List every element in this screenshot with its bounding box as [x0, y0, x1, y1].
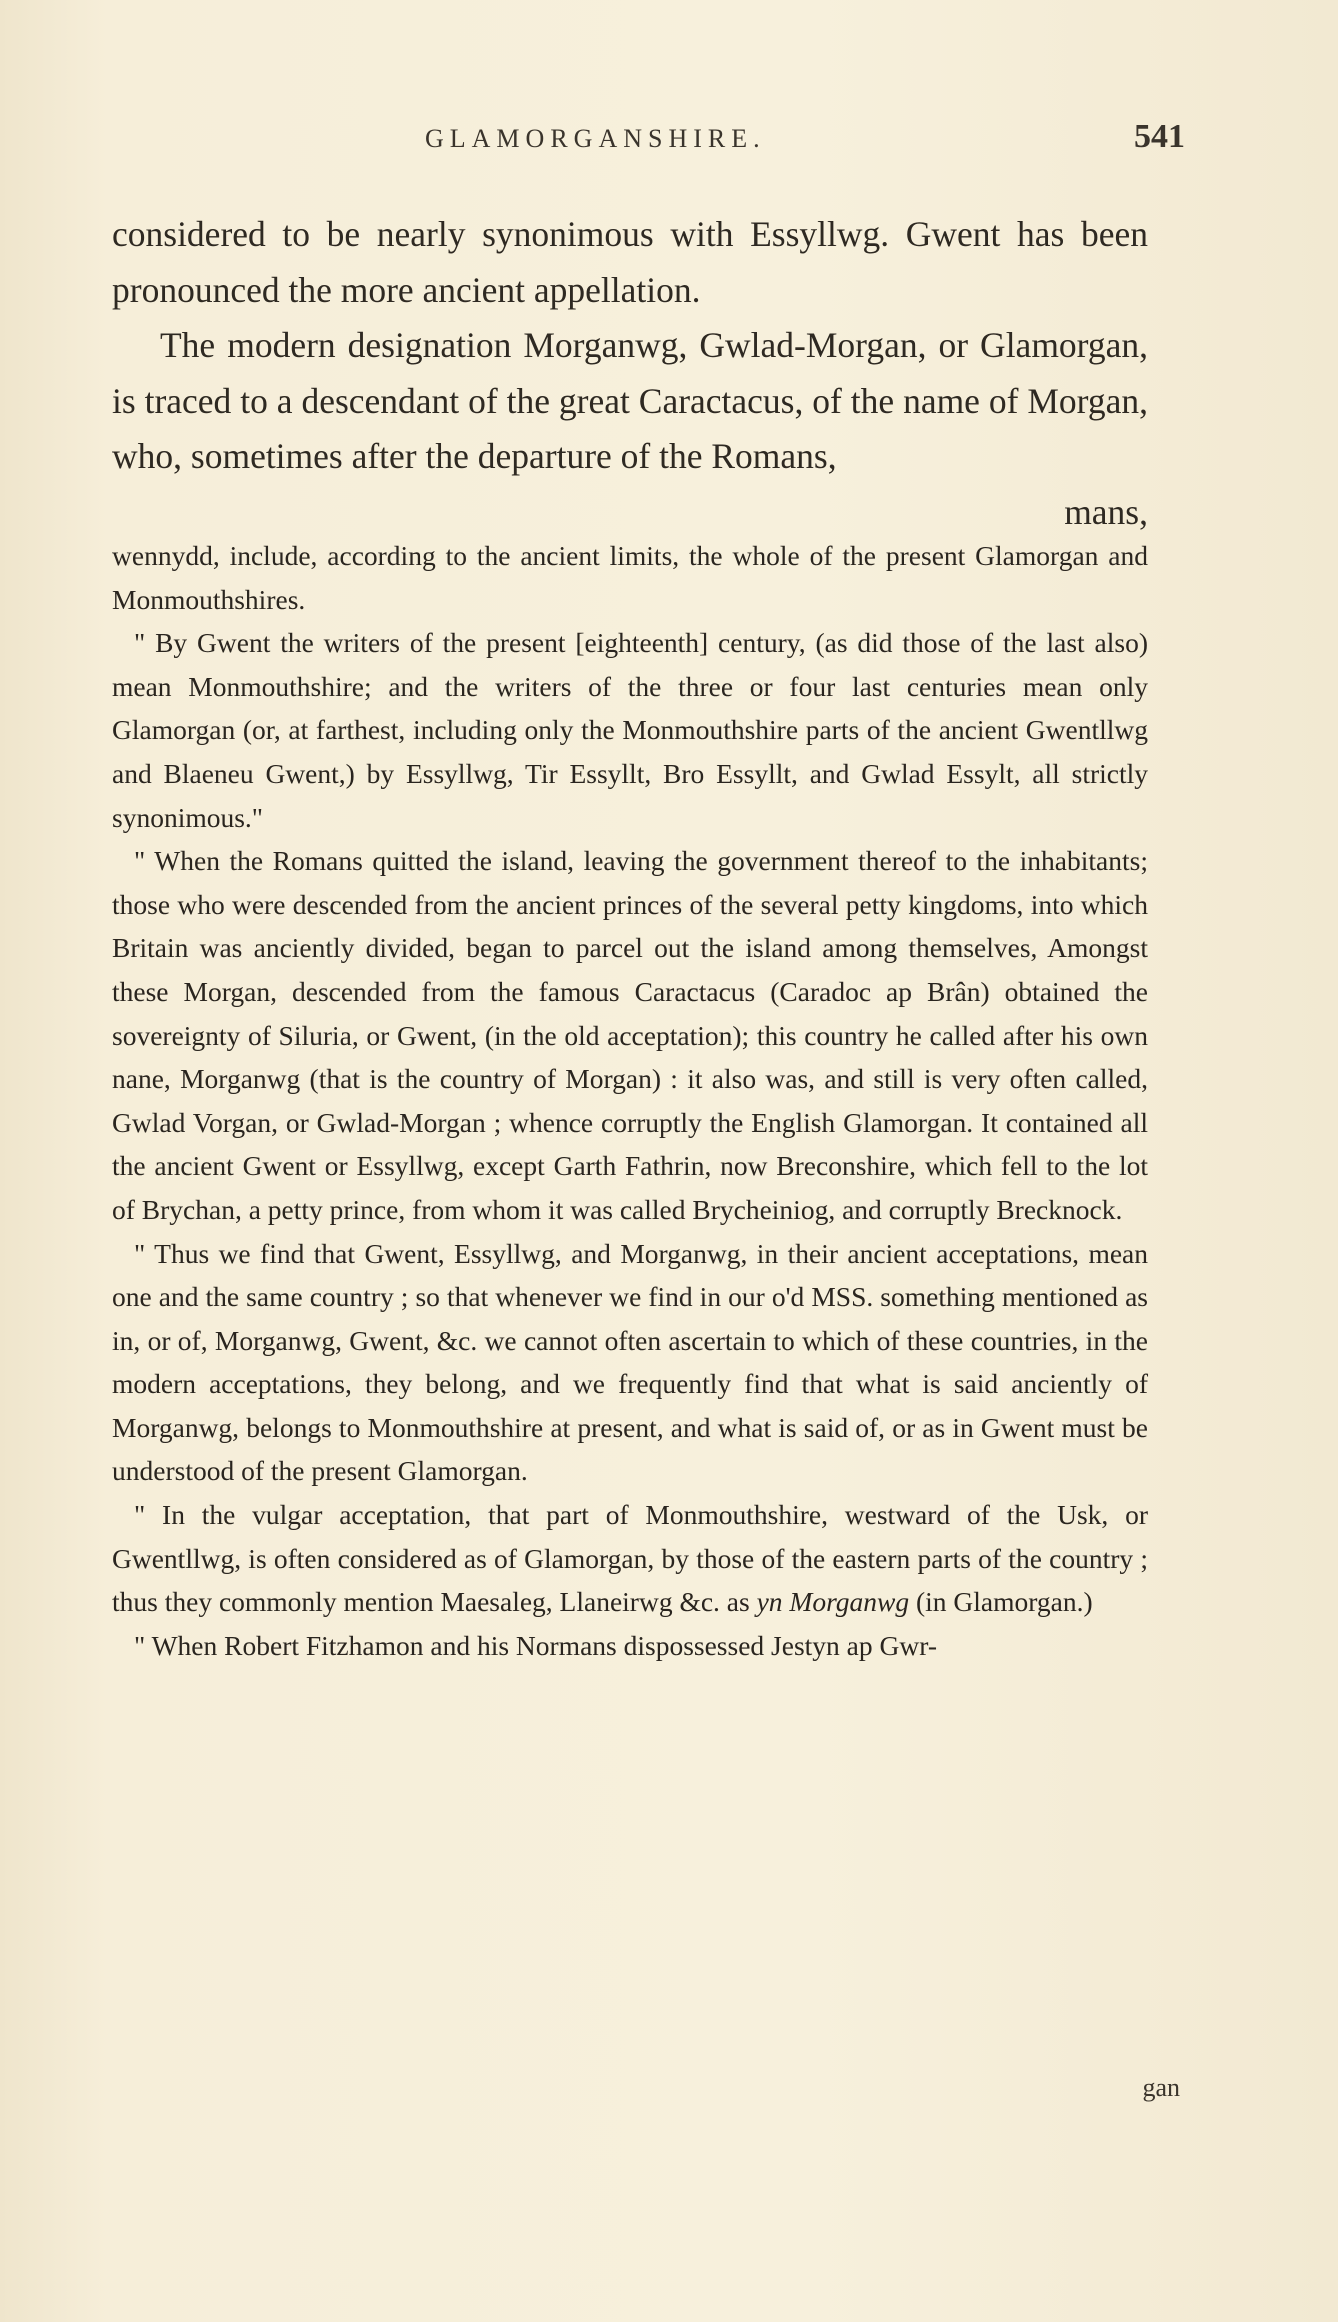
- main-text: [112, 207, 1148, 540]
- footnotes: [112, 534, 1148, 1667]
- footnote-welsh-phrase: yn Morganwg: [756, 1586, 910, 1618]
- footnote-vulgar-text-end: (in Glamorgan.): [909, 1586, 1093, 1618]
- main-paragraph-1: considered to be nearly synonimous with Essyllwg. Gwent has been pronounced the more ancient appellation.: [112, 214, 1148, 310]
- footnote-vulgar-text: " In the vulgar acceptation, that part of Monmouthshire, westward of the Usk, or Gwentllwg, is often considered as of Glamorgan, by those of the eastern parts of the country ; thus they commonly mention Maesaleg, Llaneirwg &c. as: [112, 1499, 1148, 1618]
- page-header: [175, 118, 1185, 168]
- footnote-fitzhamon: " When Robert Fitzhamon and his Normans dispossessed Jestyn ap Gwr-: [134, 1629, 937, 1661]
- footnote-ancient-acceptations: " Thus we find that Gwent, Essyllwg, and Morganwg, in their ancient acceptations, mean one and the same country ; so that whenever we find in our o'd MSS. something mentioned as in, or of, Morganwg, Gwent, &c. we cannot often ascertain to which of these countries, in the modern acceptations, they belong, and we frequently find that what is said anciently of Morganwg, belongs to Monmouthshire at present, and what is said of, or as in Gwent must be understood of the present Glamorgan.: [112, 1237, 1148, 1487]
- footnote-continuation: wennydd, include, according to the ancient limits, the whole of the present Glamorgan and Monmouthshires.: [112, 540, 1148, 615]
- footnote-catchword: gan: [1142, 2073, 1180, 2102]
- footnote-vulgar-acceptation: [112, 1493, 1148, 1624]
- running-title: GLAMORGANSHIRE.: [425, 124, 766, 153]
- footnote-gwent-definition: " By Gwent the writers of the present [eighteenth] century, (as did those of the last also) mean Monmouthshire; and the writers of the three or four last centuries mean only Glamorgan (or, at farthest, including only the Monmouthshire parts of the ancient Gwentllwg and Blaeneu Gwent,) by Essyllwg, Tir Essyllt, Bro Essyllt, and Gwlad Essylt, all strictly synonimous.": [112, 627, 1148, 833]
- main-catchword: mans,: [1064, 491, 1148, 532]
- main-paragraph-2: The modern designation Morganwg, Gwlad-Morgan, or Glamorgan, is traced to a descendant of the great Caractacus, of the name of Morgan, who, sometimes after the departure of the Romans,: [112, 325, 1148, 476]
- footnote-romans-quitted: " When the Romans quitted the island, leaving the government thereof to the inhabitants; those who were descended from the ancient princes of the several petty kingdoms, into which Britain was anciently divided, began to parcel out the island among themselves, Amongst these Morgan, descended from the famous Caractacus (Caradoc ap Brân) obtained the sovereignty of Siluria, or Gwent, (in the old acceptation); this country he called after his own nane, Morganwg (that is the country of Morgan) : it also was, and still is very often called, Gwlad Vorgan, or Gwlad-Morgan ; whence corruptly the English Glamorgan. It contained all the ancient Gwent or Essyllwg, except Garth Fathrin, now Breconshire, which fell to the lot of Brychan, a petty prince, from whom it was called Brycheiniog, and corruptly Brecknock.: [112, 845, 1148, 1225]
- page-number: 541: [1134, 118, 1185, 155]
